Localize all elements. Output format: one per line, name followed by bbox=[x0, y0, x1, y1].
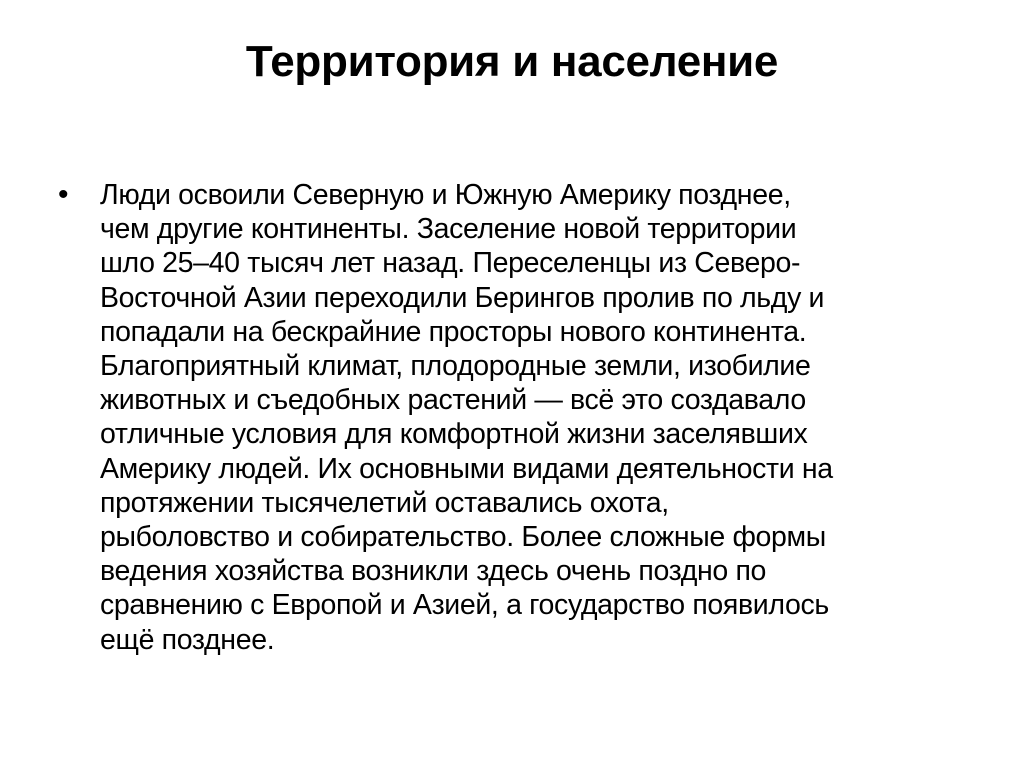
bullet-text bbox=[100, 178, 976, 657]
text-line: Америку людей. Их основными видами деятельности на bbox=[100, 452, 833, 485]
text-line: животных и съедобных растений — всё это создавало bbox=[100, 384, 806, 417]
text-line: чем другие континенты. Заселение новой территории bbox=[100, 213, 797, 246]
text-line: Восточной Азии переходили Берингов пролив по льду и bbox=[100, 281, 825, 314]
text-line: отличные условия для комфортной жизни заселявших bbox=[100, 418, 808, 451]
text-line: ещё позднее. bbox=[100, 623, 275, 656]
bullet-list bbox=[56, 178, 976, 657]
text-line: Люди освоили Северную и Южную Америку позднее, bbox=[100, 179, 791, 211]
text-line: протяжении тысячелетий оставались охота, bbox=[100, 486, 669, 519]
slide-title: Территория и население bbox=[245, 37, 779, 86]
text-line: Благоприятный климат, плодородные земли, изобилие bbox=[100, 350, 811, 383]
text-line: шло 25–40 тысяч лет назад. Переселенцы из Северо- bbox=[100, 247, 801, 280]
text-line: рыболовство и собирательство. Более сложные формы bbox=[100, 521, 826, 554]
text-line: ведения хозяйства возникли здесь очень поздно по bbox=[100, 555, 767, 588]
text-line: сравнению с Европой и Азией, а государство появилось bbox=[100, 589, 829, 622]
bullet-item bbox=[56, 178, 976, 657]
bullet-icon: • bbox=[58, 178, 69, 211]
text-line: попадали на бескрайние просторы нового континента. bbox=[100, 315, 807, 348]
